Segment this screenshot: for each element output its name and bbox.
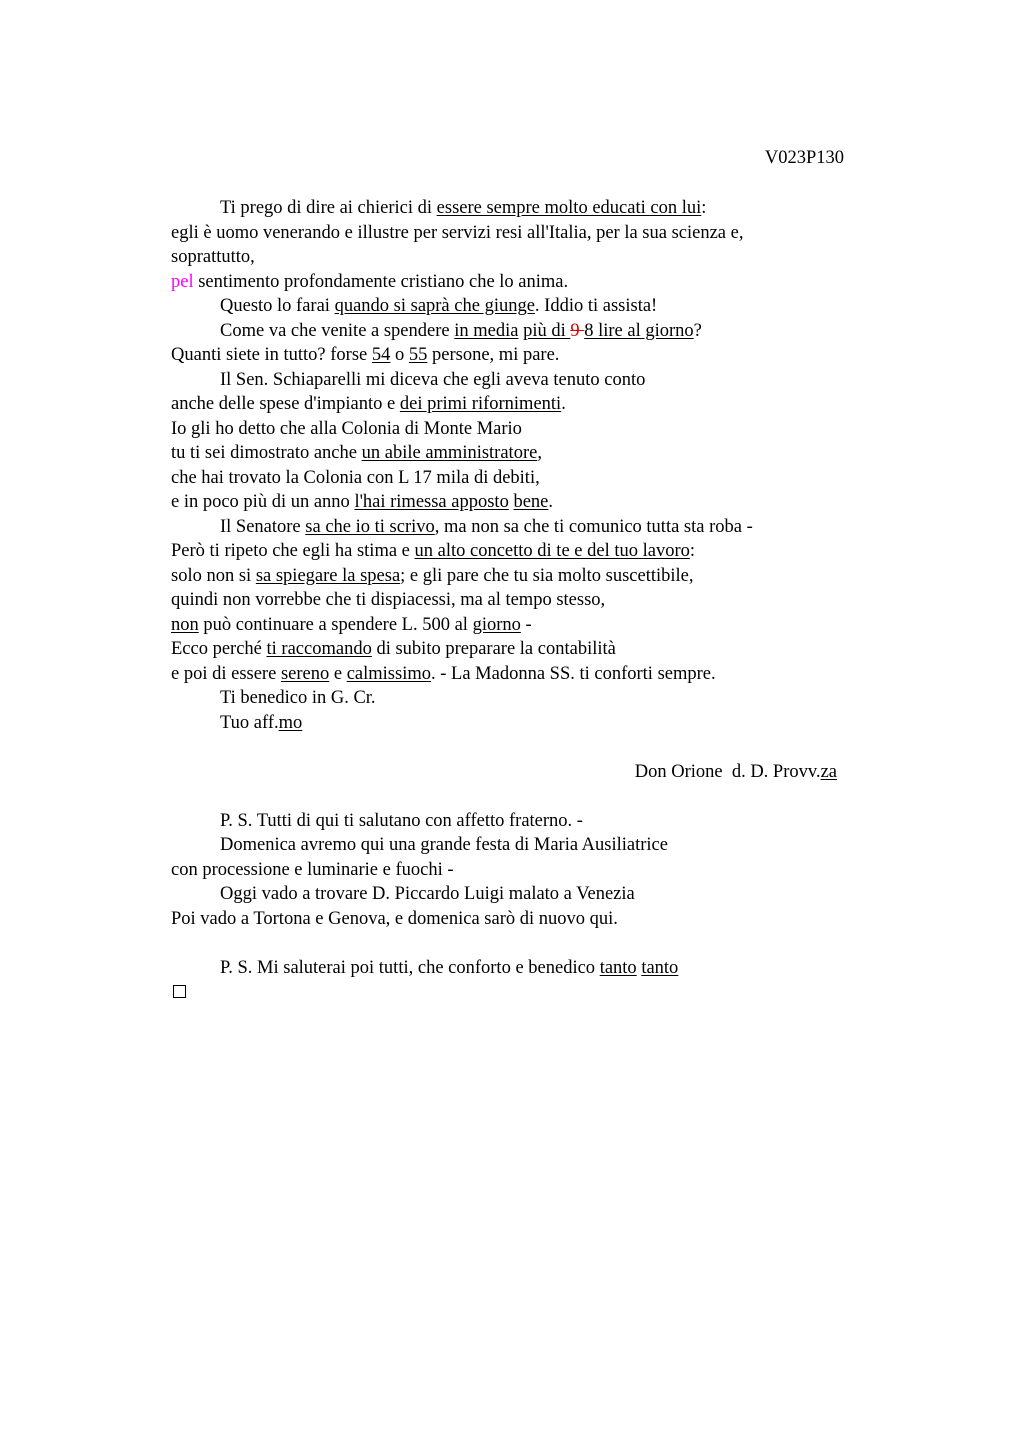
deleted-number: 9 <box>570 320 585 341</box>
letter-line-14: Il Senatore sa che io ti scrivo, ma non sa che ti comunico tutta sta roba - <box>220 516 753 537</box>
letter-line-16: solo non si sa spiegare la spesa; e gli pare che tu sia molto suscettibile, <box>171 565 694 586</box>
letter-line-10: Io gli ho detto che alla Colonia di Monte Mario <box>171 418 522 439</box>
empty-square-icon <box>173 985 186 998</box>
letter-line-18: non può continuare a spendere L. 500 al giorno - <box>171 614 532 635</box>
page-id: V023P130 <box>764 148 844 168</box>
letter-line-2: egli è uomo venerando e illustre per servizi resi all'Italia, per la sua scienza e, <box>171 222 744 243</box>
ps1-line-2: Domenica avremo qui una grande festa di Maria Ausiliatrice <box>220 835 668 855</box>
ps2-line-1: P. S. Mi saluterai poi tutti, che conforto e benedico tanto tanto <box>220 957 679 978</box>
highlighted-word: pel <box>171 271 194 292</box>
letter-line-7: Quanti siete in tutto? forse 54 o 55 persone, mi pare. <box>171 345 560 365</box>
letter-line-19: Ecco perché ti raccomando di subito preparare la contabilità <box>171 639 616 659</box>
letter-body <box>171 196 851 1005</box>
spacer <box>171 931 851 956</box>
letter-line-12: che hai trovato la Colonia con L 17 mila di debiti, <box>171 467 540 488</box>
ps1-line-3: con processione e luminarie e fuochi - <box>171 859 454 880</box>
letter-line-11: tu ti sei dimostrato anche un abile amministratore, <box>171 443 542 463</box>
ps1-line-4: Oggi vado a trovare D. Piccardo Luigi malato a Venezia <box>220 884 635 904</box>
letter-line-15: Però ti ripeto che egli ha stima e un alto concetto di te e del tuo lavoro: <box>171 541 696 561</box>
ps1-line-5: Poi vado a Tortona e Genova, e domenica sarò di nuovo qui. <box>171 908 618 929</box>
letter-line-5: Questo lo farai quando si saprà che giunge. Iddio ti assista! <box>220 296 658 316</box>
letter-line-13: e in poco più di un anno l'hai rimessa apposto bene. <box>171 492 554 512</box>
letter-line-22: Tuo aff.mo <box>220 712 303 733</box>
letter-line-9: anche delle spese d'impianto e dei primi rifornimenti. <box>171 394 566 414</box>
letter-line-8: Il Sen. Schiaparelli mi diceva che egli aveva tenuto conto <box>220 369 646 390</box>
spacer <box>171 784 851 809</box>
letter-line-21: Ti benedico in G. Cr. <box>220 688 376 708</box>
letter-line-1: Ti prego di dire ai chierici di essere sempre molto educati con lui: <box>220 198 707 218</box>
letter-line-6: Come va che venite a spendere in media più di 9 8 lire al giorno? <box>220 320 702 341</box>
ps1-line-1: P. S. Tutti di qui ti salutano con affetto fraterno. - <box>220 810 583 831</box>
letter-line-3: soprattutto, <box>171 247 255 267</box>
signature: Don Orione d. D. Provv.za <box>634 761 837 782</box>
spacer <box>171 735 851 760</box>
letter-line-4: pel sentimento profondamente cristiano che lo anima. <box>171 271 569 292</box>
letter-line-20: e poi di essere sereno e calmissimo. - La Madonna SS. ti conforti sempre. <box>171 663 716 684</box>
end-marker <box>171 980 851 1005</box>
letter-line-17: quindi non vorrebbe che ti dispiacessi, ma al tempo stesso, <box>171 590 606 610</box>
